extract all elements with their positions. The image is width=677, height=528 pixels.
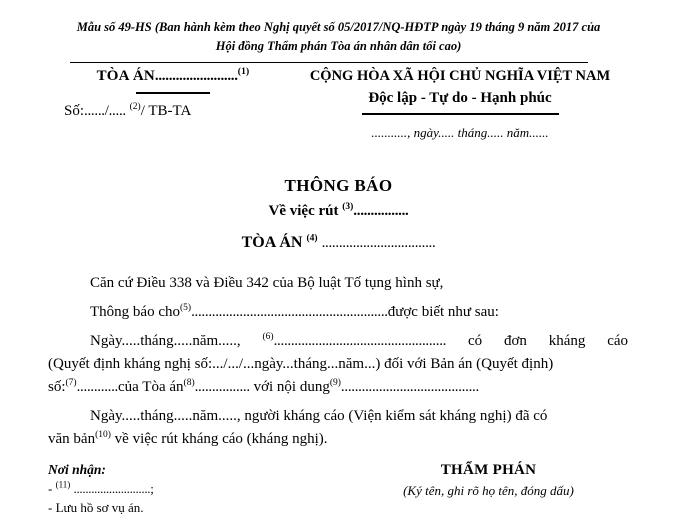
document-number-line	[48, 103, 298, 120]
appeal-paragraph-line-1	[48, 330, 628, 353]
issuing-court-dots: .................................	[321, 235, 436, 251]
signature-instruction: (Ký tên, ghi rõ họ tên, đóng dấu)	[403, 483, 574, 498]
court-dots: ........................	[154, 68, 238, 84]
page-title: THÔNG BÁO	[284, 176, 393, 195]
content-label: với nội dung	[253, 379, 330, 395]
so-footnote-ref: (2)	[129, 101, 141, 112]
judgment-number-dots: ............	[76, 379, 118, 395]
notify-dots: .........................................................	[191, 304, 388, 320]
appeal-paragraph-line-2: (Quyết định kháng nghị số:.../.../...ngày...tháng...năm...) đối với Bản án (Quyết định)	[48, 356, 554, 372]
recipient-item-1	[48, 481, 348, 497]
court-underline-rule	[136, 92, 210, 94]
header-divider-rule	[70, 62, 588, 63]
court-footnote-ref: (1)	[237, 67, 250, 77]
withdrawal-paragraph-line-2	[48, 428, 628, 451]
so-dots-2: .....	[108, 102, 126, 119]
signature-block	[348, 462, 629, 499]
form-reference-header	[48, 18, 629, 56]
so-suffix: / TB-TA	[140, 102, 192, 119]
appeal-suffix: có đơn kháng cáo	[467, 333, 629, 349]
recipients-title: Nơi nhận:	[48, 462, 106, 477]
form-reference-line-2: Hội đồng Thẩm phán Tòa án nhân dân tối cao)	[215, 39, 462, 53]
judgment-number-label: số:	[48, 379, 66, 395]
court-name-line	[48, 68, 298, 85]
recipient-1-dots: ..........................;	[73, 481, 154, 496]
national-title: CỘNG HÒA XÃ HỘI CHỦ NGHĨA VIỆT NAM	[309, 68, 611, 84]
notify-suffix: được biết như sau:	[387, 304, 499, 320]
appeal-paragraph-line-3	[48, 376, 628, 399]
subtitle-label: Về việc rút	[268, 203, 339, 219]
recipients-block	[48, 462, 348, 516]
court-label: TÒA ÁN	[96, 68, 155, 84]
notify-paragraph	[48, 301, 628, 324]
document-title-block	[0, 176, 677, 220]
notify-footnote-ref: (5)	[179, 303, 192, 313]
recipient-item-2: - Lưu hồ sơ vụ án.	[48, 500, 144, 515]
recipient-1-dash: -	[48, 481, 53, 496]
form-reference-line-1: Mẫu số 49-HS (Ban hành kèm theo Nghị quyết số 05/2017/NQ-HĐTP ngày 19 tháng 9 năm 2017 của	[76, 20, 601, 34]
appeal-footnote-ref-7: (7)	[65, 378, 77, 388]
legal-basis-paragraph: Căn cứ Điều 338 và Điều 342 của Bộ luật Tố tụng hình sự,	[90, 275, 444, 291]
subtitle-footnote-ref: (3)	[342, 202, 354, 212]
date-place-line: ..........., ngày..... tháng..... năm......	[371, 124, 549, 140]
national-motto: Độc lập - Tự do - Hạnh phúc	[368, 90, 552, 106]
motto-underline-rule	[362, 113, 559, 115]
issuing-court-line	[0, 234, 677, 252]
recipient-footnote-ref-11: (11)	[55, 479, 71, 490]
document-body	[48, 272, 628, 457]
signature-title: THẨM PHÁN	[440, 462, 537, 478]
issuing-court-footnote-ref: (4)	[306, 233, 318, 244]
issuing-court-label: TÒA ÁN	[241, 234, 303, 251]
document-subtitle	[0, 203, 677, 220]
written-document-label: văn bản	[48, 431, 96, 447]
judgment-court-dots: ................	[194, 379, 250, 395]
appeal-footnote-ref-8: (8)	[183, 378, 195, 388]
withdrawal-suffix: về việc rút kháng cáo (kháng nghị).	[114, 431, 328, 447]
appeal-footnote-ref-9: (9)	[329, 378, 341, 388]
withdrawal-paragraph-line-1: Ngày.....tháng.....năm....., người kháng cáo (Viện kiểm sát kháng nghị) đã có	[90, 408, 548, 424]
so-dots-1: ....../	[84, 102, 109, 119]
appeal-date-prefix: Ngày.....tháng.....năm.....,	[90, 333, 241, 349]
content-dots: ........................................	[340, 379, 479, 395]
notify-prefix: Thông báo cho	[90, 304, 180, 320]
appeal-dots-6: ..................................................	[273, 333, 447, 349]
judgment-court-label: của Tòa án	[118, 379, 184, 395]
appeal-footnote-ref-6: (6)	[262, 332, 274, 342]
withdrawal-footnote-ref-10: (10)	[95, 430, 111, 440]
national-header-block	[290, 68, 630, 141]
subtitle-dots: ................	[353, 203, 409, 219]
court-header-block	[48, 68, 298, 120]
so-label: Số:	[64, 102, 85, 119]
